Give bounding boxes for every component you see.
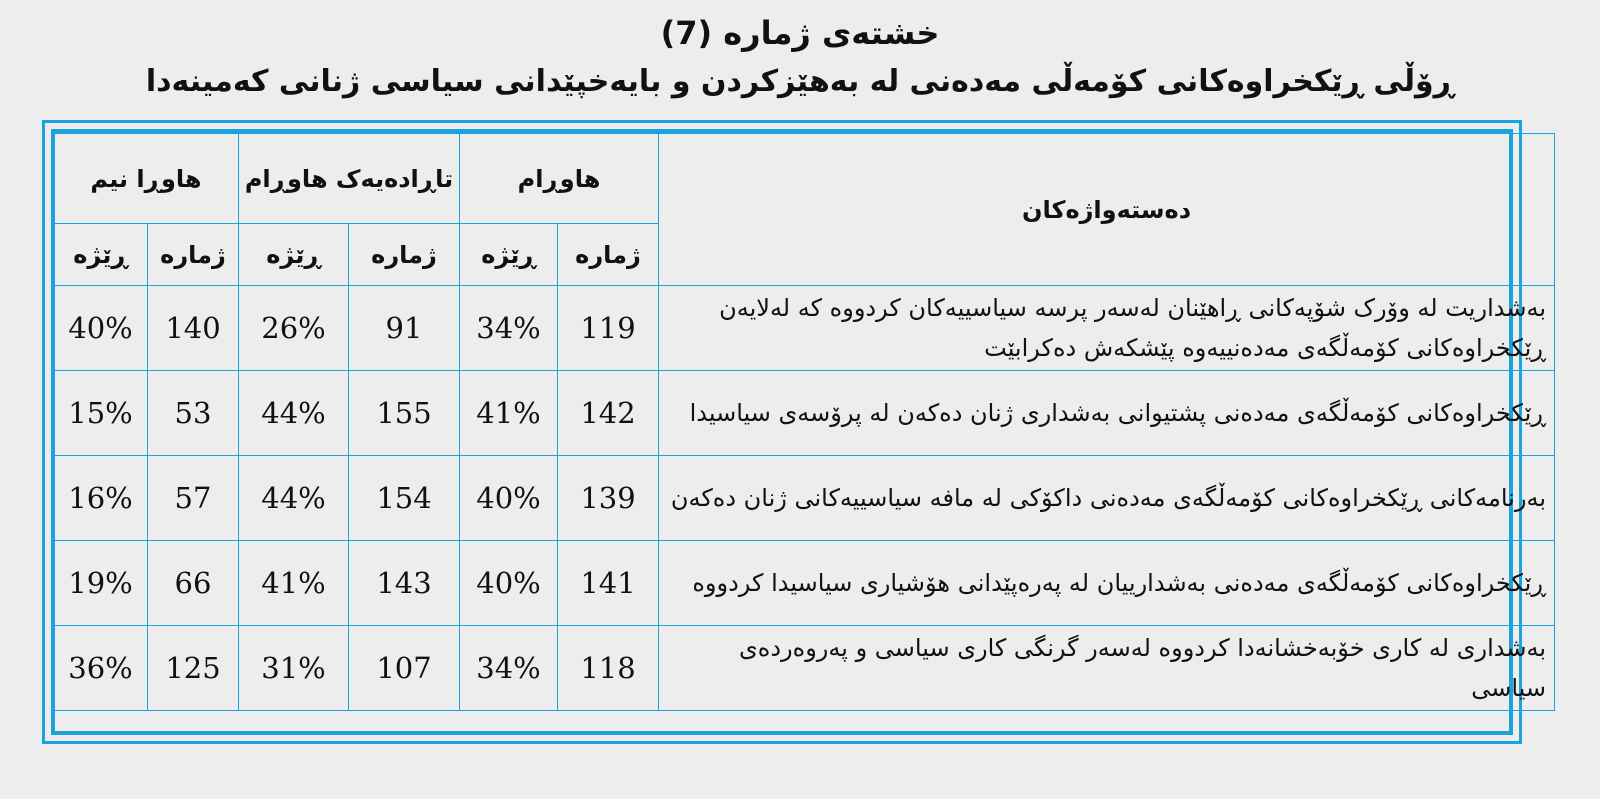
table-number-title: خشتەی ژمارە (7) [660, 14, 940, 52]
disagree-count-cell: 140 [148, 286, 239, 371]
table-row [54, 456, 1555, 541]
disagree-count-cell: 125 [148, 626, 239, 711]
agree-percent-cell: 34% [460, 626, 558, 711]
subheader-count: ژمارە [349, 224, 460, 286]
somewhat-percent-cell: 44% [239, 371, 349, 456]
somewhat-count-cell: 155 [349, 371, 460, 456]
subheader-percent: ڕێژە [54, 224, 148, 286]
somewhat-count-cell: 107 [349, 626, 460, 711]
agree-percent-cell: 41% [460, 371, 558, 456]
agree-count-cell: 118 [558, 626, 659, 711]
statement-cell: بەرنامەکانی ڕێکخراوەکانی کۆمەڵگەی مەدەنی داکۆکی لە مافە سیاسییەکانی ژنان دەکەن [659, 456, 1555, 541]
somewhat-count-cell: 154 [349, 456, 460, 541]
subheader-count: ژمارە [148, 224, 239, 286]
disagree-count-cell: 66 [148, 541, 239, 626]
subheader-count: ژمارە [558, 224, 659, 286]
statement-cell: بەشداریت لە وۆرک شۆپەکانی ڕاهێنان لەسەر پرسە سیاسییەکان کردووە کە لەلایەن ڕێکخراوەکانی کۆمەڵگەی مەدەنییەوە پێشکەش دەکرابێت [659, 286, 1555, 371]
disagree-percent-cell: 15% [54, 371, 148, 456]
agree-count-cell: 141 [558, 541, 659, 626]
survey-table [53, 133, 1555, 711]
somewhat-percent-cell: 44% [239, 456, 349, 541]
table-row [54, 626, 1555, 711]
table-row [54, 371, 1555, 456]
somewhat-percent-cell: 31% [239, 626, 349, 711]
agree-count-cell: 119 [558, 286, 659, 371]
disagree-percent-cell: 40% [54, 286, 148, 371]
header-group-agree: هاوڕام [460, 134, 659, 224]
agree-count-cell: 142 [558, 371, 659, 456]
table-row [54, 286, 1555, 371]
table-header-row [54, 134, 1555, 224]
statement-cell: ڕێکخراوەکانی کۆمەڵگەی مەدەنی بەشدارییان لە پەرەپێدانی هۆشیاری سیاسیدا کردووە [659, 541, 1555, 626]
agree-percent-cell: 40% [460, 456, 558, 541]
header-statements: دەستەواژەکان [659, 134, 1555, 286]
statement-cell: ڕێکخراوەکانی کۆمەڵگەی مەدەنی پشتیوانی بەشداری ژنان دەکەن لە پرۆسەی سیاسیدا [659, 371, 1555, 456]
disagree-percent-cell: 36% [54, 626, 148, 711]
agree-percent-cell: 40% [460, 541, 558, 626]
somewhat-count-cell: 91 [349, 286, 460, 371]
somewhat-count-cell: 143 [349, 541, 460, 626]
somewhat-percent-cell: 26% [239, 286, 349, 371]
disagree-count-cell: 53 [148, 371, 239, 456]
header-group-disagree: هاوڕا نیم [54, 134, 239, 224]
statement-cell: بەشداری لە کاری خۆبەخشانەدا کردووە لەسەر گرنگی کاری سیاسی و پەروەردەی سیاسی [659, 626, 1555, 711]
somewhat-percent-cell: 41% [239, 541, 349, 626]
agree-percent-cell: 34% [460, 286, 558, 371]
agree-count-cell: 139 [558, 456, 659, 541]
table-caption: ڕۆڵی ڕێکخراوەکانی کۆمەڵی مەدەنی لە بەهێزکردن و بایەخپێدانی سیاسی ژنانی کەمینەدا [145, 64, 1455, 99]
subheader-percent: ڕێژە [239, 224, 349, 286]
header-group-somewhat: تاڕادەیەک هاوڕام [239, 134, 460, 224]
table-row [54, 541, 1555, 626]
disagree-percent-cell: 16% [54, 456, 148, 541]
disagree-percent-cell: 19% [54, 541, 148, 626]
disagree-count-cell: 57 [148, 456, 239, 541]
subheader-percent: ڕێژە [460, 224, 558, 286]
